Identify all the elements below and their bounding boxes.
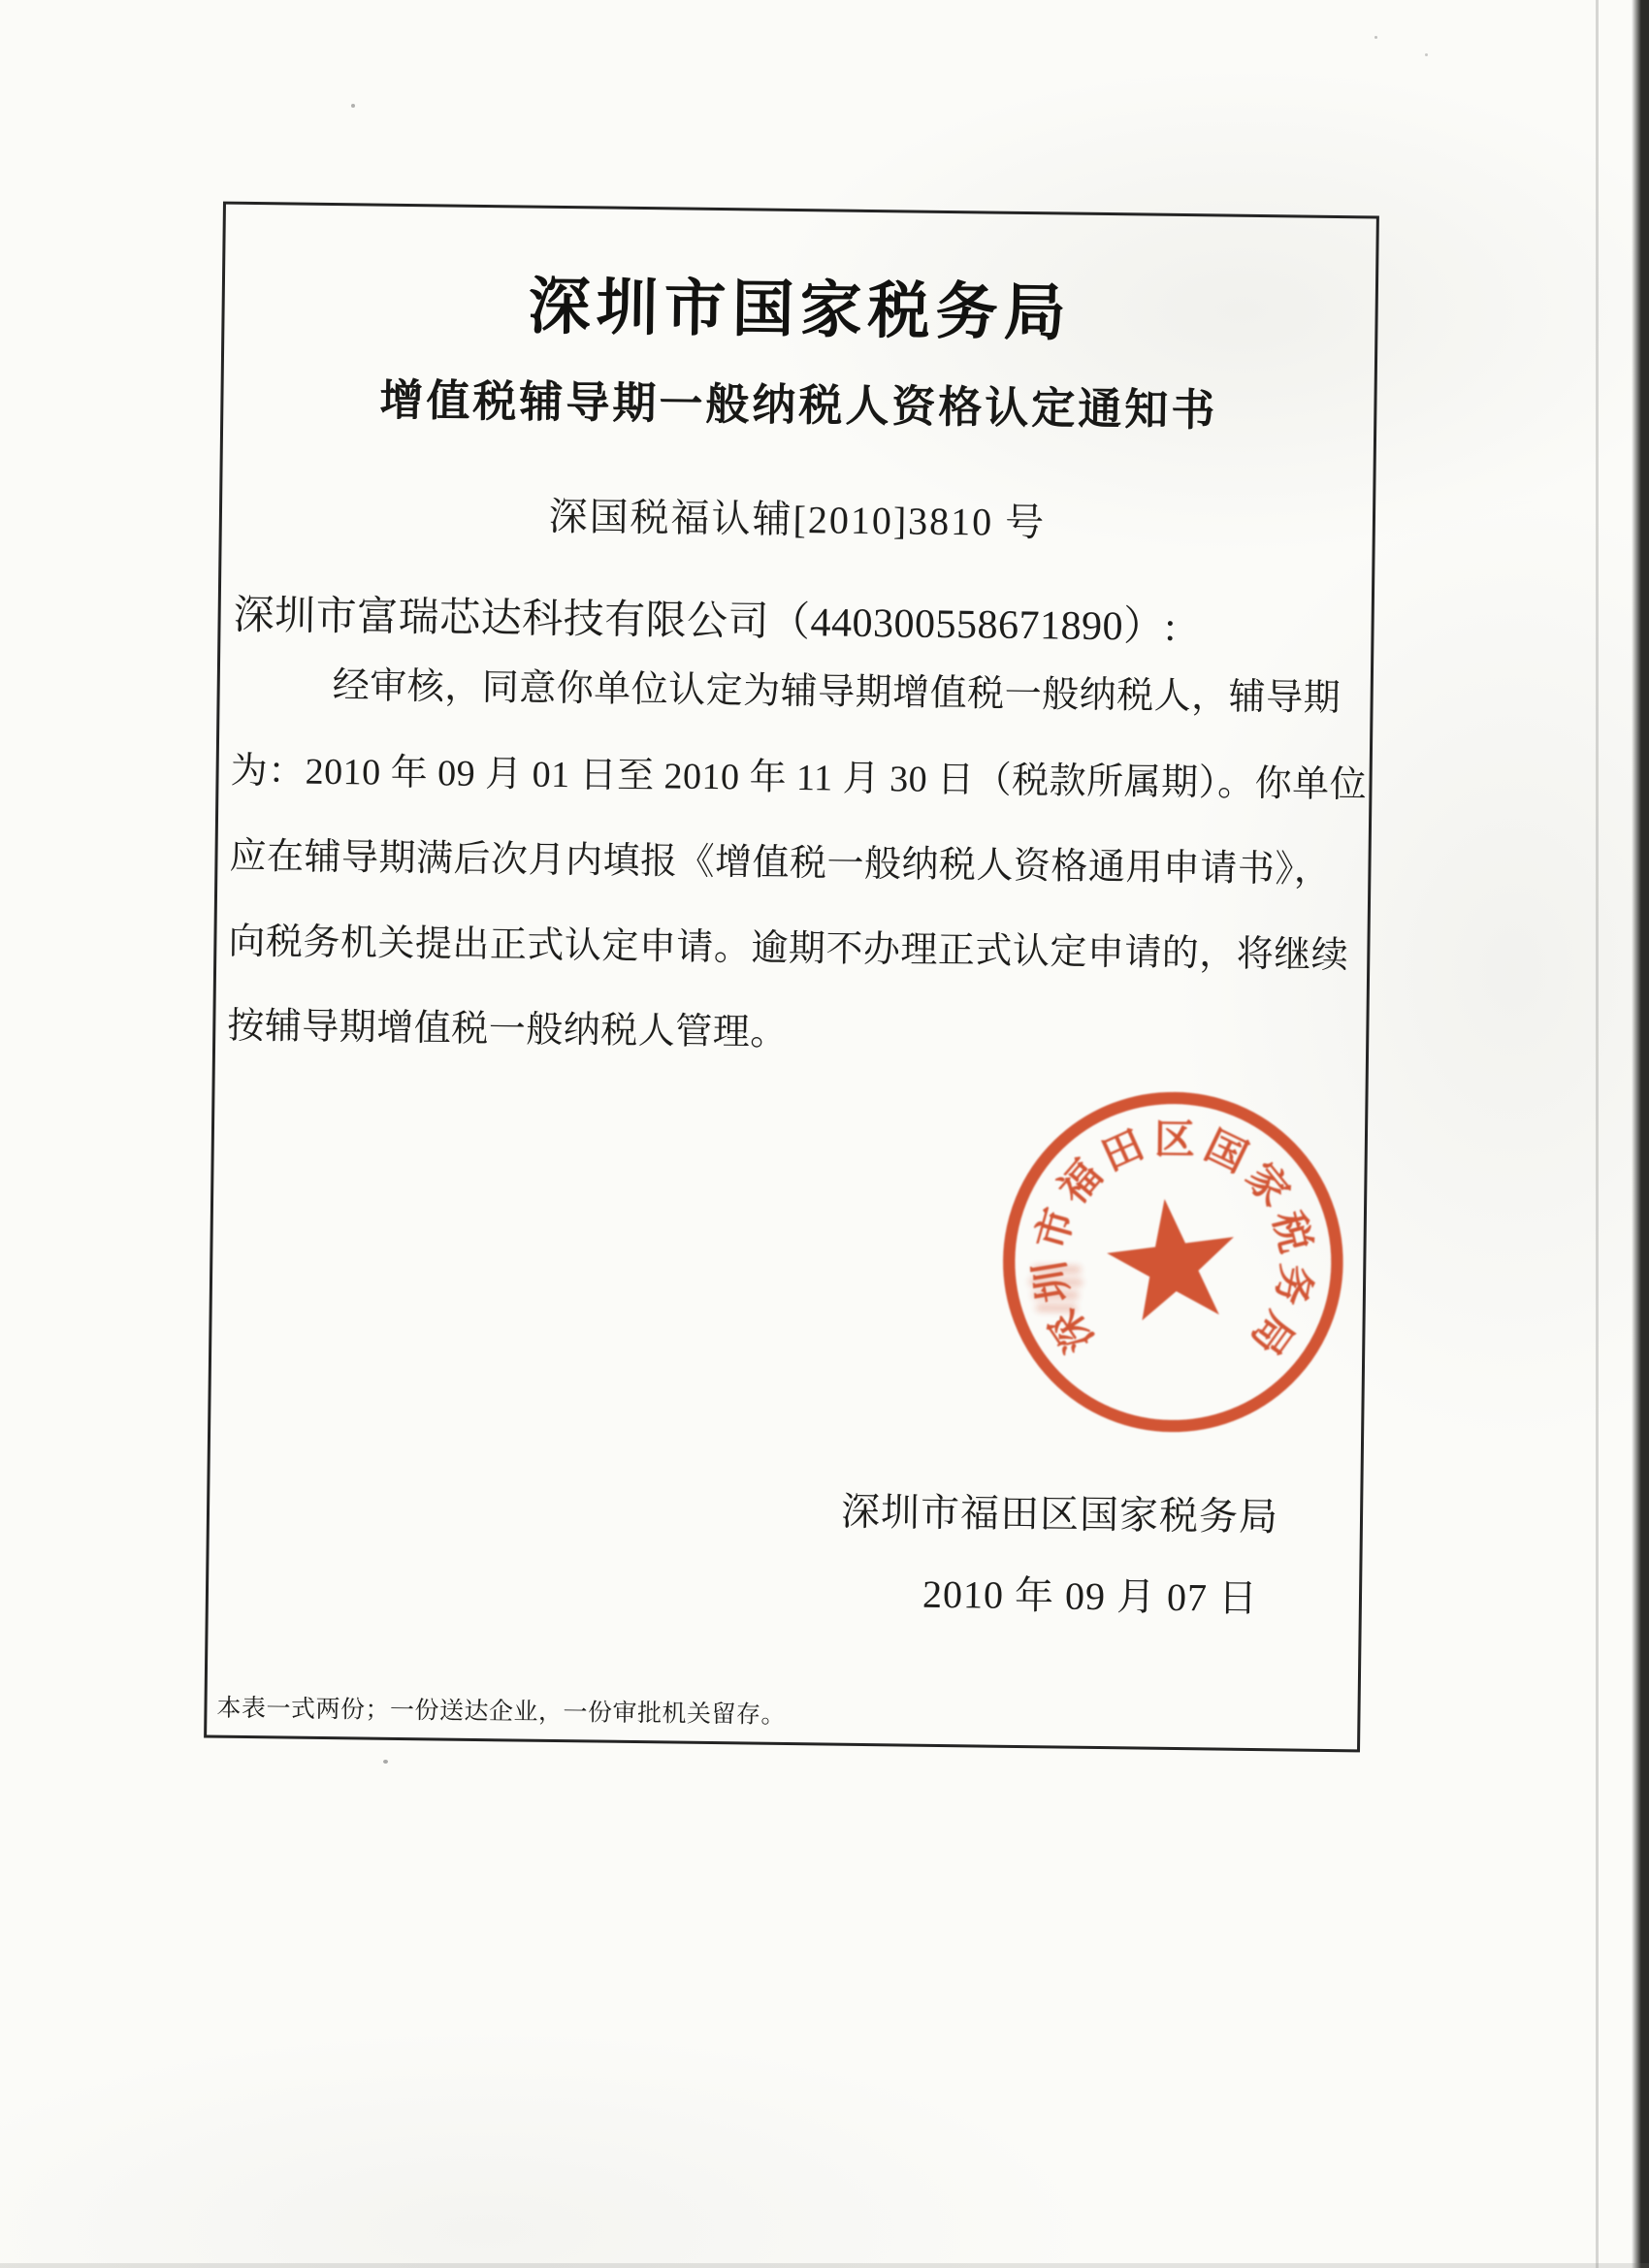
document-number: 深国税福认辅[2010]3810 号 xyxy=(548,494,1047,545)
body-line-4: 向税务机关提出正式认定申请。逾期不办理正式认定申请的，将继续 xyxy=(228,921,1349,977)
document-subtitle: 增值税辅导期一般纳税人资格认定通知书 xyxy=(379,375,1218,436)
footer-note: 本表一式两份；一份送达企业，一份审批机关留存。 xyxy=(216,1695,787,1729)
svg-text:家: 家 xyxy=(1237,1155,1298,1215)
svg-text:国: 国 xyxy=(1197,1123,1254,1183)
body-line-1: 经审核，同意你单位认定为辅导期增值税一般纳税人，辅导期 xyxy=(332,665,1342,720)
scan-speck xyxy=(351,104,355,108)
body-line-5: 按辅导期增值税一般纳税人管理。 xyxy=(227,1005,789,1053)
svg-text:市: 市 xyxy=(1029,1203,1083,1255)
scan-speck xyxy=(1374,36,1377,39)
svg-text:深: 深 xyxy=(1043,1301,1103,1360)
addressee-line: 深圳市富瑞芯达科技有限公司（440300558671890）: xyxy=(233,593,1178,650)
scan-edge-shadow xyxy=(1632,0,1649,2268)
scan-speck xyxy=(1425,53,1428,56)
document-title: 深圳市国家税务局 xyxy=(528,272,1073,348)
document-border-box xyxy=(204,202,1379,1753)
svg-text:局: 局 xyxy=(1242,1303,1302,1363)
issuing-authority-signature: 深圳市福田区国家税务局 xyxy=(840,1489,1279,1539)
scan-bottom-shade xyxy=(0,2263,1649,2268)
svg-text:圳: 圳 xyxy=(1027,1257,1079,1306)
body-line-2: 为：2010 年 09 月 01 日至 2010 年 11 月 30 日（税款所属期）。你单位 xyxy=(230,750,1368,806)
body-line-3: 应在辅导期满后次月内填报《增值税一般纳税人资格通用申请书》， xyxy=(229,835,1332,891)
svg-text:区: 区 xyxy=(1153,1118,1196,1164)
svg-text:税: 税 xyxy=(1264,1207,1318,1258)
paper-edge-line xyxy=(1596,0,1599,2268)
seal-star-icon xyxy=(1106,1198,1234,1321)
svg-text:务: 务 xyxy=(1266,1260,1318,1310)
scan-speck xyxy=(383,1760,388,1764)
svg-text:福: 福 xyxy=(1051,1152,1112,1214)
issue-date: 2010 年 09 月 07 日 xyxy=(922,1571,1259,1621)
official-seal-stamp xyxy=(986,1076,1360,1449)
svg-text:田: 田 xyxy=(1095,1122,1151,1181)
